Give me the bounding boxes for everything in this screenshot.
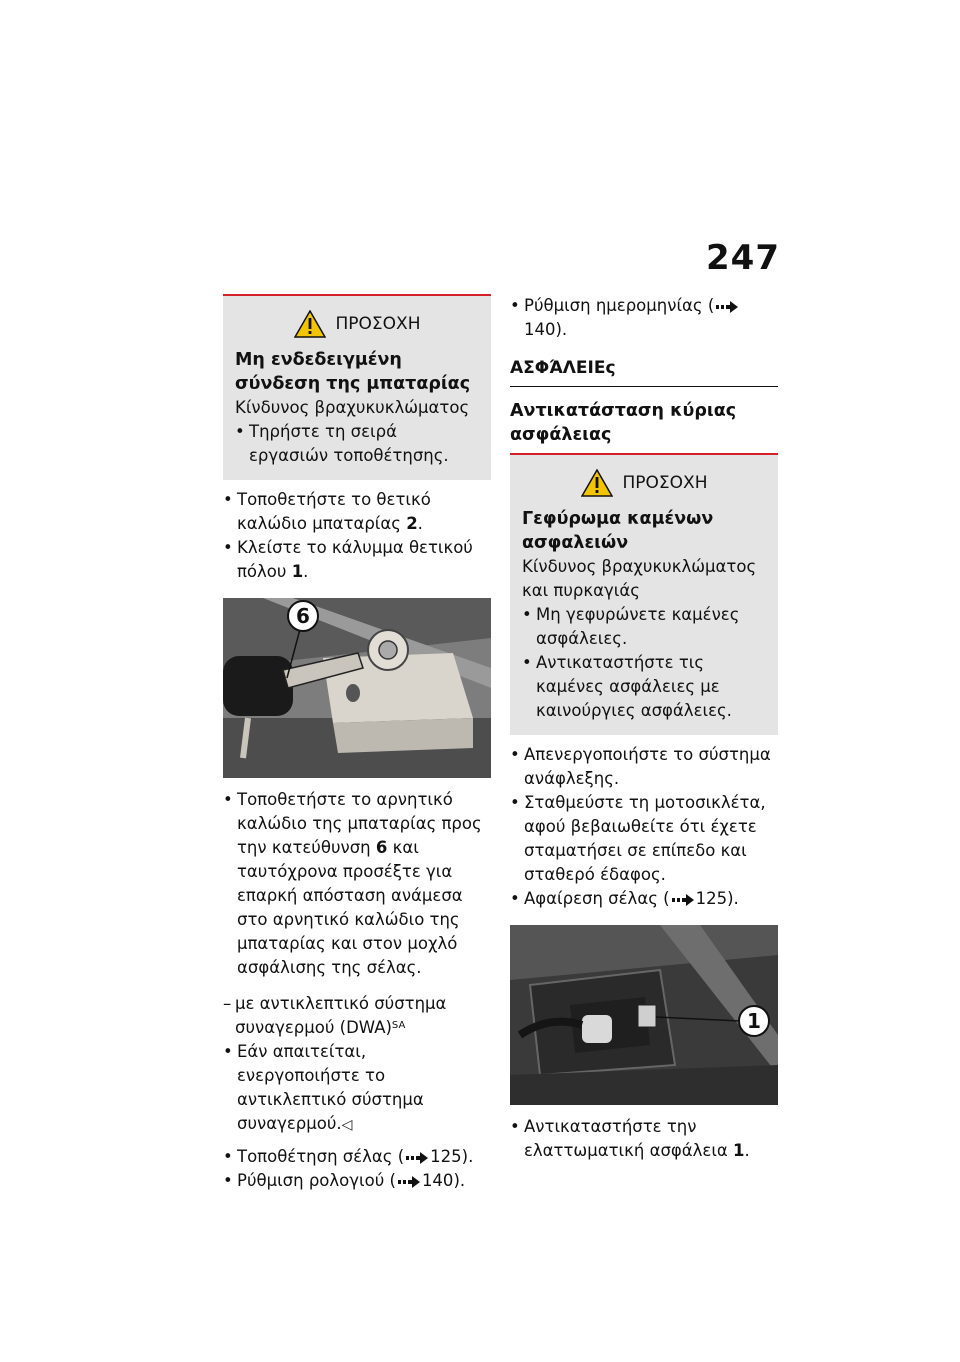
page-reference-link[interactable]: 125 bbox=[695, 889, 728, 908]
fuse-photo-illustration bbox=[510, 925, 778, 1105]
subsection-title: Αντικατάσταση κύριας ασφάλειας bbox=[510, 401, 737, 445]
warning-heading: ΠΡΟΣΟΧΗ bbox=[335, 314, 421, 334]
step-text: Ρύθμιση ημερομηνίας ( bbox=[524, 296, 715, 315]
step-item bbox=[223, 536, 491, 584]
bullet: • bbox=[510, 793, 520, 812]
step-item bbox=[223, 1169, 491, 1193]
page-reference-link[interactable]: 140 bbox=[524, 320, 556, 339]
section-title: ΑΣΦΆΛΕΙΕς bbox=[510, 356, 778, 387]
warning-title: Γεφύρωμα καμένων ασφαλειών bbox=[522, 509, 714, 553]
warning-risk: Κίνδυνος βραχυκυκλώματος bbox=[235, 398, 470, 417]
step-item bbox=[510, 791, 778, 887]
step-item bbox=[223, 488, 491, 536]
bullet: • bbox=[235, 422, 245, 441]
step-item bbox=[223, 1145, 491, 1169]
battery-photo bbox=[223, 598, 491, 778]
warning-item-text: Μη γεφυρώνετε καμένες ασφάλειες. bbox=[536, 605, 740, 648]
step-text: Αντικαταστήστε την ελαττωματική ασφάλεια bbox=[524, 1117, 734, 1160]
bullet: • bbox=[522, 605, 532, 624]
ref-number: 2 bbox=[406, 514, 418, 533]
step-end: . bbox=[417, 514, 423, 533]
warning-item bbox=[235, 420, 479, 468]
step-text: Τοποθετήστε το αρνητικό καλώδιο της μπαταρίας προς την κατεύθυνση bbox=[237, 790, 482, 857]
step-end: . bbox=[744, 1141, 750, 1160]
bullet: • bbox=[223, 1171, 233, 1190]
page-reference-arrow-icon bbox=[716, 301, 738, 313]
warning-triangle-icon bbox=[581, 469, 613, 497]
warning-header bbox=[235, 310, 479, 338]
page-reference-link[interactable]: 140 bbox=[421, 1171, 454, 1190]
ref-number: 6 bbox=[375, 838, 388, 857]
step-list bbox=[223, 488, 491, 584]
bullet: • bbox=[510, 296, 520, 315]
step-text: Απενεργοποιήστε το σύστημα ανάφλεξης. bbox=[524, 745, 771, 788]
bullet: • bbox=[223, 490, 233, 509]
step-text: Ρύθμιση ρολογιού ( bbox=[237, 1171, 396, 1190]
right-column bbox=[510, 294, 778, 1163]
ref-number: 1 bbox=[733, 1141, 745, 1160]
warning-triangle-icon bbox=[294, 310, 326, 338]
warning-risk: Κίνδυνος βραχυκυκλώματος και πυρκαγιάς bbox=[522, 557, 757, 600]
step-text-cont: και ταυτόχρονα προσέξτε για επαρκή απόσταση ανάμεσα στο αρνητικό καλώδιο της μπαταρίας και στον μοχλό ασφάλισης της σέλας. bbox=[237, 838, 463, 977]
step-text: Εάν απαιτείται, ενεργοποιήστε το αντικλεπτικό σύστημα συναγερμού. bbox=[237, 1042, 424, 1133]
step-end: ). bbox=[461, 1147, 474, 1166]
page-reference-arrow-icon bbox=[672, 894, 694, 906]
page-reference-arrow-icon bbox=[398, 1176, 420, 1188]
warning-header bbox=[522, 469, 766, 497]
warning-item bbox=[522, 651, 766, 723]
step-text: Τοποθέτηση σέλας ( bbox=[237, 1147, 405, 1166]
page-number: 247 bbox=[706, 238, 780, 278]
fuse-photo bbox=[510, 925, 778, 1105]
dash: – bbox=[223, 994, 232, 1013]
warning-heading: ΠΡΟΣΟΧΗ bbox=[622, 473, 708, 493]
step-item bbox=[223, 1040, 491, 1137]
page-reference-arrow-icon bbox=[406, 1152, 428, 1164]
warning-item-text: Αντικαταστήστε τις καμένες ασφάλειες με καινούργιες ασφάλειες. bbox=[536, 653, 732, 720]
step-item bbox=[510, 743, 778, 791]
warning-title: Μη ενδεδειγμένη σύνδεση της μπαταρίας bbox=[235, 350, 471, 394]
step-end: ). bbox=[453, 1171, 466, 1190]
warning-item bbox=[522, 603, 766, 651]
warning-box bbox=[510, 453, 778, 735]
left-column bbox=[223, 294, 491, 1193]
step-list bbox=[510, 743, 778, 911]
step-end: ). bbox=[727, 889, 739, 908]
step-text: Κλείστε το κάλυμμα θετικού πόλου bbox=[237, 538, 473, 581]
photo-callout: 6 bbox=[296, 604, 310, 628]
step-text: Τοποθετήστε το θετικό καλώδιο μπαταρίας bbox=[237, 490, 431, 533]
step-end: ). bbox=[555, 320, 568, 339]
condition-text: με αντικλεπτικό σύστημα συναγερμού (DWA) bbox=[235, 994, 447, 1037]
photo-callout: 1 bbox=[747, 1009, 761, 1033]
sa-superscript: SA bbox=[391, 1020, 406, 1031]
bullet: • bbox=[510, 1117, 520, 1136]
bullet: • bbox=[223, 790, 233, 809]
page-reference-link[interactable]: 125 bbox=[430, 1147, 462, 1166]
ref-number: 1 bbox=[291, 562, 304, 581]
end-mark-icon: ◁ bbox=[341, 1117, 353, 1133]
step-item bbox=[223, 788, 491, 980]
bullet: • bbox=[510, 745, 520, 764]
step-item bbox=[510, 294, 778, 342]
warning-item-text: Τηρήστε τη σειρά εργασιών τοποθέτησης. bbox=[249, 422, 449, 465]
bullet: • bbox=[223, 538, 233, 557]
bullet: • bbox=[223, 1042, 233, 1061]
bullet: • bbox=[510, 889, 520, 908]
step-item bbox=[510, 887, 778, 911]
step-text: Σταθμεύστε τη μοτοσικλέτα, αφού βεβαιωθείτε ότι έχετε σταματήσει σε επίπεδο και σταθερό έδαφος. bbox=[524, 793, 766, 884]
warning-box bbox=[223, 294, 491, 480]
step-text: Αφαίρεση σέλας ( bbox=[524, 889, 670, 908]
battery-photo-illustration bbox=[223, 598, 491, 778]
bullet: • bbox=[223, 1147, 233, 1166]
condition-line bbox=[223, 992, 491, 1040]
bullet: • bbox=[522, 653, 532, 672]
step-item bbox=[510, 1115, 778, 1163]
step-end: . bbox=[303, 562, 309, 581]
